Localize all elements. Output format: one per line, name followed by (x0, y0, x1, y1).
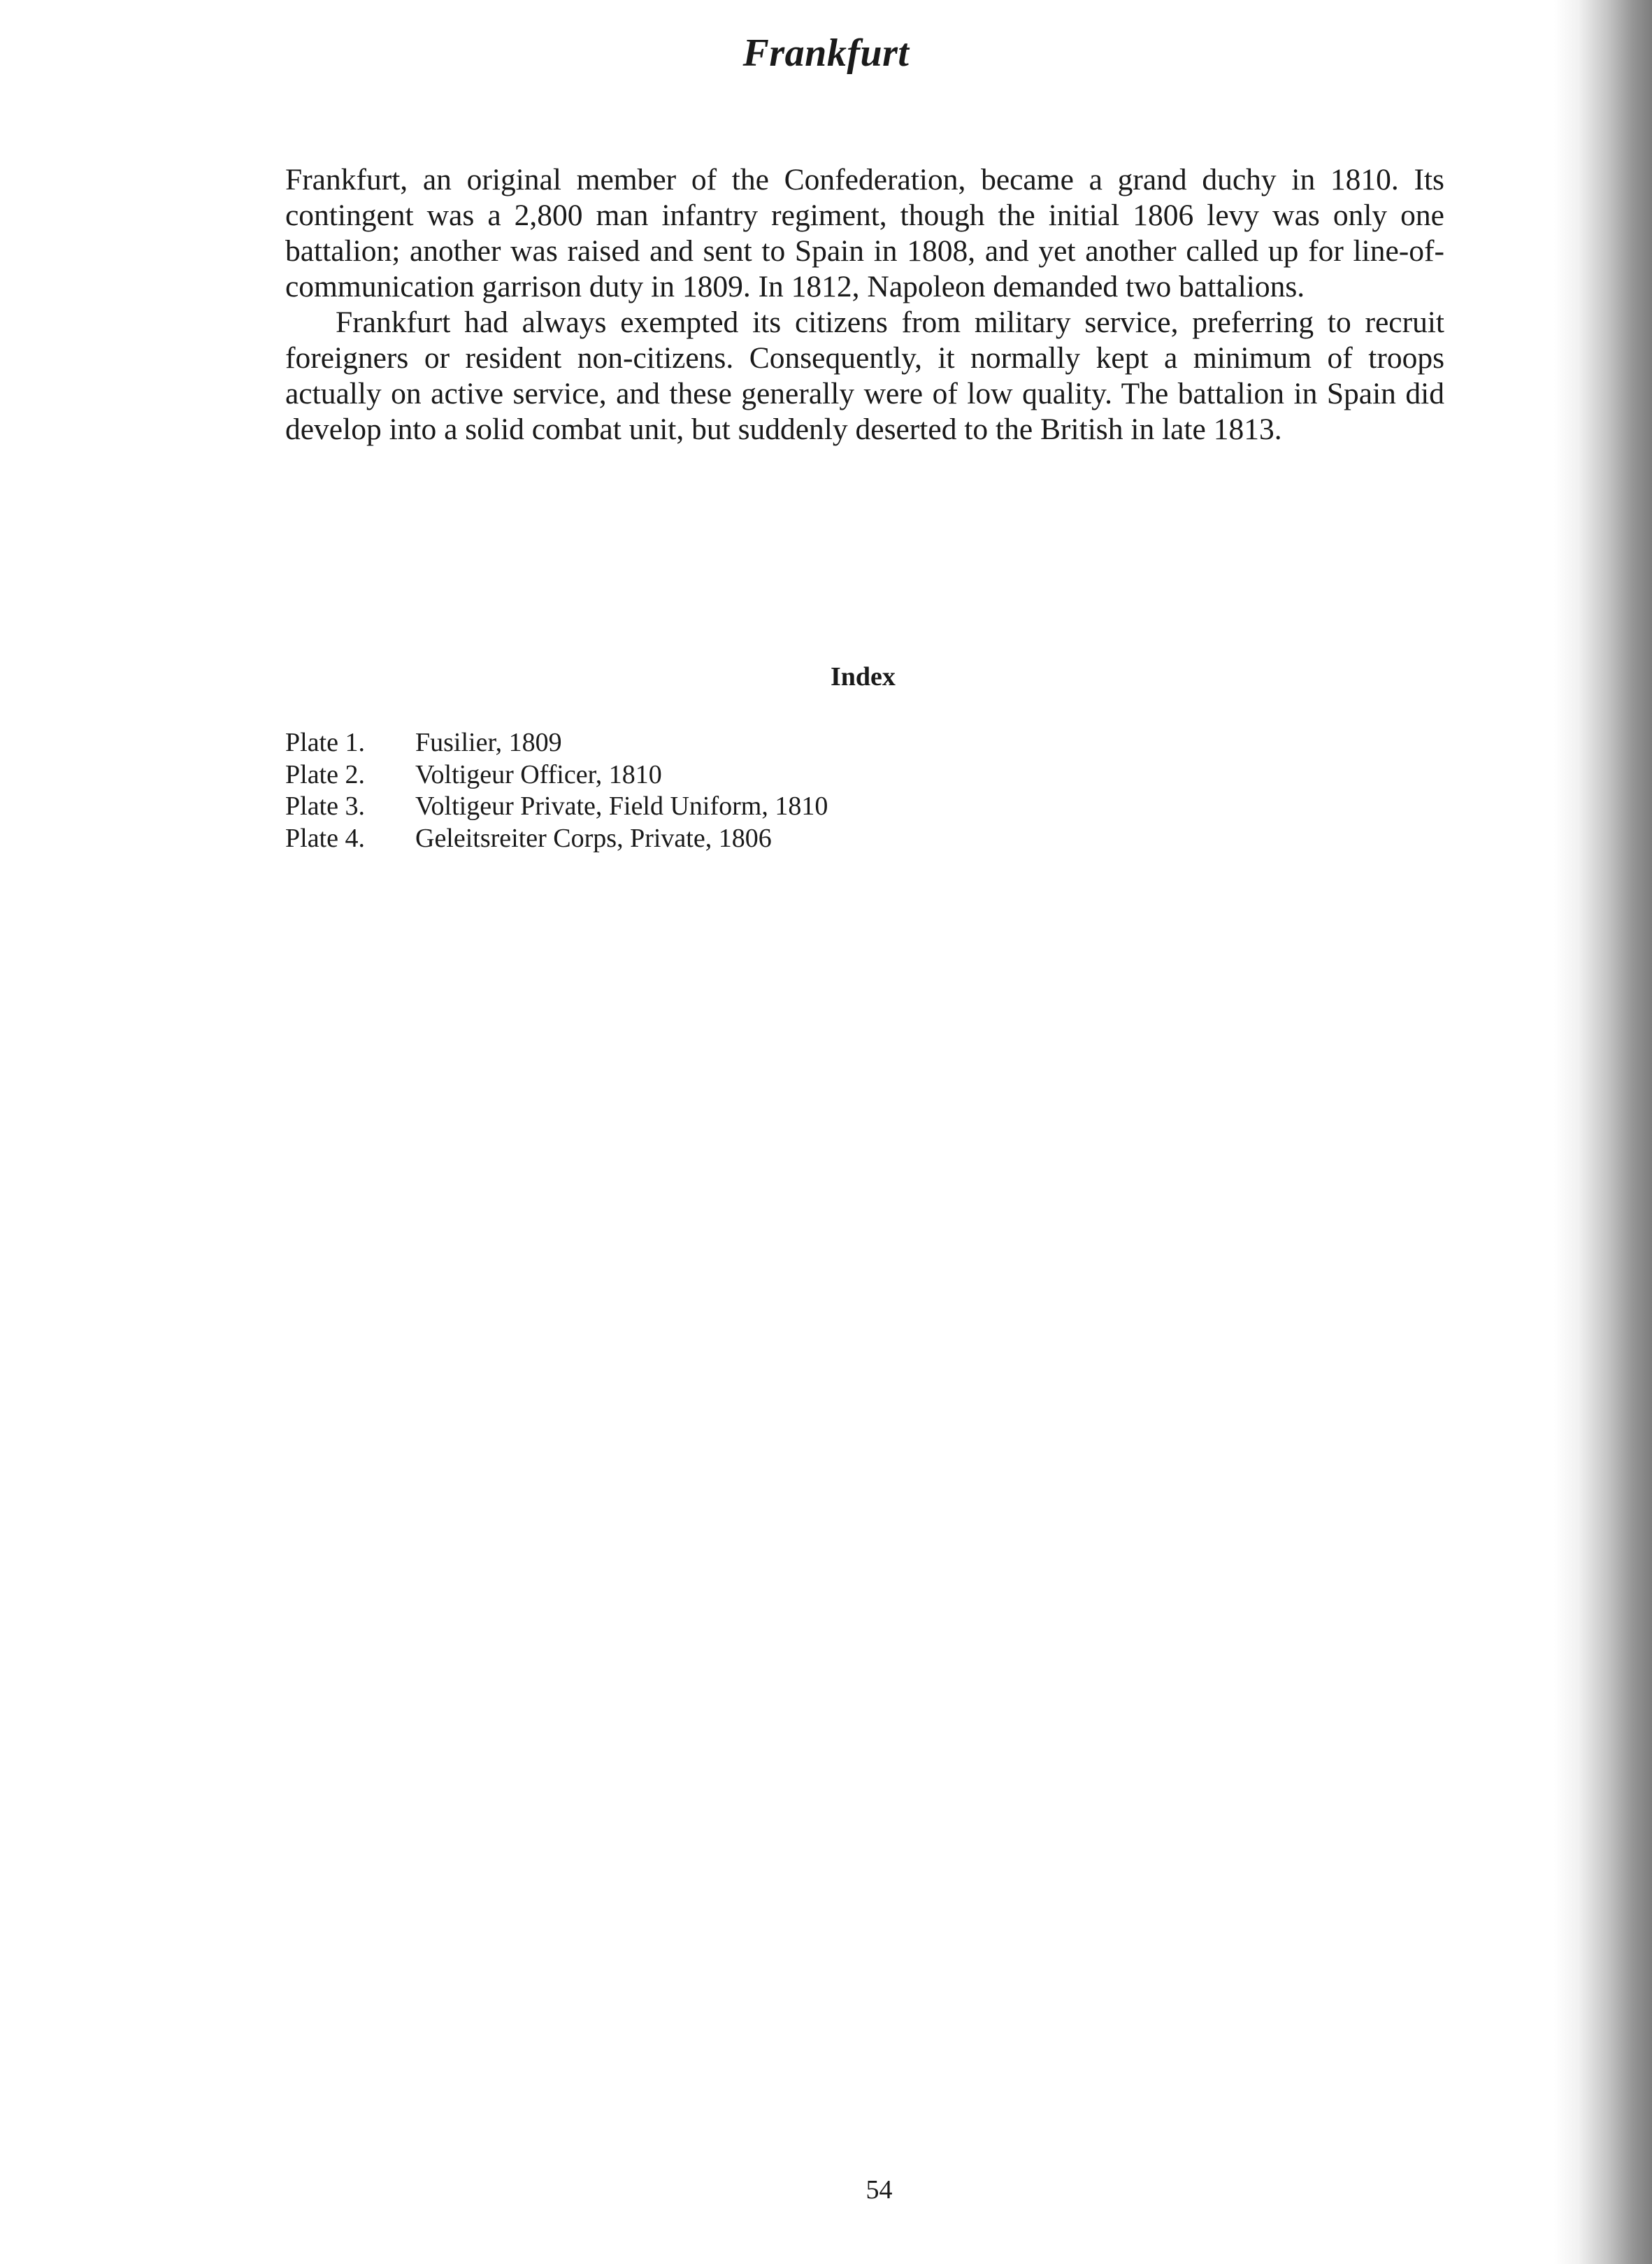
plate-description: Voltigeur Officer, 1810 (415, 759, 662, 789)
plate-description: Geleitsreiter Corps, Private, 1806 (415, 823, 772, 853)
page-edge-shadow (1554, 0, 1652, 2264)
plate-label: Plate 1. (285, 728, 365, 757)
index-entry (285, 727, 828, 759)
plate-label: Plate 2. (285, 759, 365, 789)
index-entry (285, 759, 828, 791)
plate-label: Plate 4. (285, 823, 365, 853)
paragraph: Frankfurt had always exempted its citizens from military service, preferring to recruit foreigners or resident non-citizens. Consequently, it normally kept a minimum of troops actually on active service, and these generally were of low quality. The battalion in Spain did develop into a solid combat unit, but suddenly deserted to the British in late 1813. (285, 306, 1444, 446)
index-heading: Index (831, 662, 896, 692)
plate-description: Voltigeur Private, Field Uniform, 1810 (415, 791, 828, 821)
index-entry (285, 823, 828, 855)
page-number: 54 (865, 2175, 893, 2205)
page-title: Frankfurt (742, 31, 910, 75)
body-text (285, 162, 1444, 447)
index-entry (285, 791, 828, 823)
plate-description: Fusilier, 1809 (415, 728, 562, 757)
paragraph: Frankfurt, an original member of the Confederation, became a grand duchy in 1810. Its contingent was a 2,800 man infantry regiment, though the initial 1806 levy was only one battalion; another was raised and sent to Spain in 1808, and yet another called up for line-of-communication garrison duty in 1809. In 1812, Napoleon demanded two battalions. (285, 163, 1444, 303)
index-list (285, 727, 828, 854)
plate-label: Plate 3. (285, 791, 365, 821)
